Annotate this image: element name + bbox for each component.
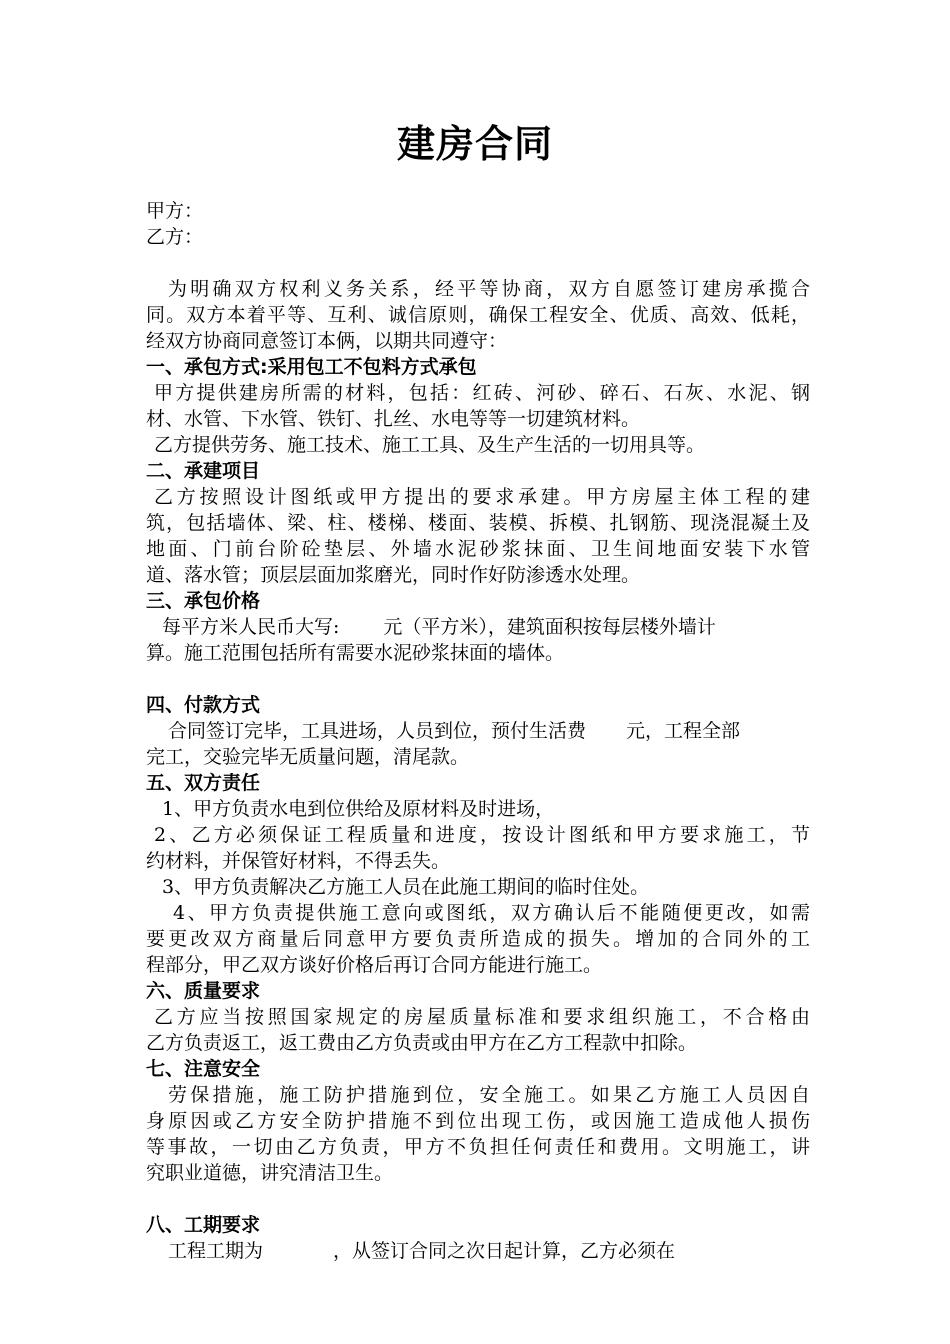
section-5-item: 要更改双方商量后同意甲方要负责所造成的损失。增加的合同外的工	[146, 928, 810, 950]
section-8-line	[146, 1238, 810, 1264]
section-2-line: 乙方按照设计图纸或甲方提出的要求承建。甲方房屋主体工程的建	[154, 486, 810, 508]
section-1-line: 乙方提供劳务、施工技术、施工工具、及生产生活的一切用具等。	[154, 434, 706, 456]
section-2-line: 地面、门前台阶砼垫层、外墙水泥砂浆抹面、卫生间地面安装下水管	[146, 538, 810, 560]
section-4-line	[146, 718, 810, 744]
section-4-heading: 四、付款方式	[146, 694, 261, 716]
section-3-heading: 三、承包价格	[146, 590, 261, 612]
section-7-line: 究职业道德，讲究清洁卫生。	[146, 1162, 394, 1184]
section-5-item: 3、甲方负责解决乙方施工人员在此施工期间的临时住处。	[162, 876, 650, 898]
preamble-line: 为明确双方权利义务关系，经平等协商，双方自愿签订建房承揽合	[168, 278, 810, 300]
price-label: 每平方米人民币大写:	[162, 616, 340, 638]
section-7-line: 身原因或乙方安全防护措施不到位出现工伤，或因施工造成他人损伤	[146, 1110, 810, 1132]
section-1-heading: 一、承包方式:采用包工不包料方式承包	[146, 356, 477, 378]
section-5-item: 约材料，并保管好材料，不得丢失。	[146, 850, 451, 872]
section-5-item: 4、甲方负责提供施工意向或图纸，双方确认后不能随便更改，如需	[173, 902, 810, 924]
section-2-heading: 二、承建项目	[146, 460, 261, 482]
section-8-heading: 八、工期要求	[146, 1214, 261, 1236]
section-3-line	[146, 614, 810, 640]
section-7-line: 劳保措施，施工防护措施到位，安全施工。如果乙方施工人员因自	[168, 1084, 810, 1106]
section-7-line: 等事故，一切由乙方负责，甲方不负担任何责任和费用。文明施工，讲	[146, 1136, 810, 1158]
price-text: 元（平方米），建筑面积按每层楼外墙计	[383, 616, 716, 638]
term-label: 工程工期为	[168, 1240, 264, 1262]
term-text: ，从签订合同之次日起计算，乙方必须在	[333, 1240, 676, 1262]
spacer	[146, 1186, 810, 1212]
spacer	[146, 250, 810, 276]
section-6-heading: 六、质量要求	[146, 980, 261, 1002]
party-b-label: 乙方：	[146, 226, 204, 248]
section-6-line: 乙方负责返工，返工费由乙方负责或由甲方在乙方工程款中扣除。	[146, 1032, 698, 1054]
section-5-item: 程部分，甲乙双方谈好价格后再订合同方能进行施工。	[146, 954, 603, 976]
section-3-line: 算。施工范围包括所有需要水泥砂浆抹面的墙体。	[146, 642, 565, 664]
section-2-line: 道、落水管；顶层层面加浆磨光，同时作好防渗透水处理。	[146, 564, 641, 586]
document-title: 建房合同	[396, 122, 553, 166]
section-5-item: 2、乙方必须保证工程质量和进度，按设计图纸和甲方要求施工，节	[154, 824, 810, 846]
payment-text: 合同签订完毕，工具进场，人员到位，预付生活费	[168, 720, 587, 742]
section-2-line: 筑，包括墙体、梁、柱、楼梯、楼面、装模、拆模、扎钢筋、现浇混凝土及	[146, 512, 810, 534]
document-body	[146, 198, 810, 1264]
preamble-line: 同。双方本着平等、互利、诚信原则，确保工程安全、优质、高效、低耗，	[146, 304, 810, 326]
spacer	[146, 666, 810, 692]
section-1-line: 甲方提供建房所需的材料，包括：红砖、河砂、碎石、石灰、水泥、钢	[154, 382, 810, 404]
section-7-heading: 七、注意安全	[146, 1058, 261, 1080]
section-1-line: 材、水管、下水管、铁钉、扎丝、水电等等一切建筑材料。	[146, 408, 641, 430]
party-a-label: 甲方：	[146, 200, 204, 222]
section-6-line: 乙方应当按照国家规定的房屋质量标准和要求组织施工，不合格由	[154, 1006, 810, 1028]
payment-text-2: 元，工程全部	[626, 720, 741, 742]
preamble-line: 经双方协商同意签订本俩，以期共同遵守：	[146, 330, 508, 352]
section-5-heading: 五、双方责任	[146, 772, 261, 794]
section-5-item: 1、甲方负责水电到位供给及原材料及时进场，	[162, 798, 555, 820]
section-4-line: 完工，交验完毕无质量问题，清尾款。	[146, 746, 470, 768]
